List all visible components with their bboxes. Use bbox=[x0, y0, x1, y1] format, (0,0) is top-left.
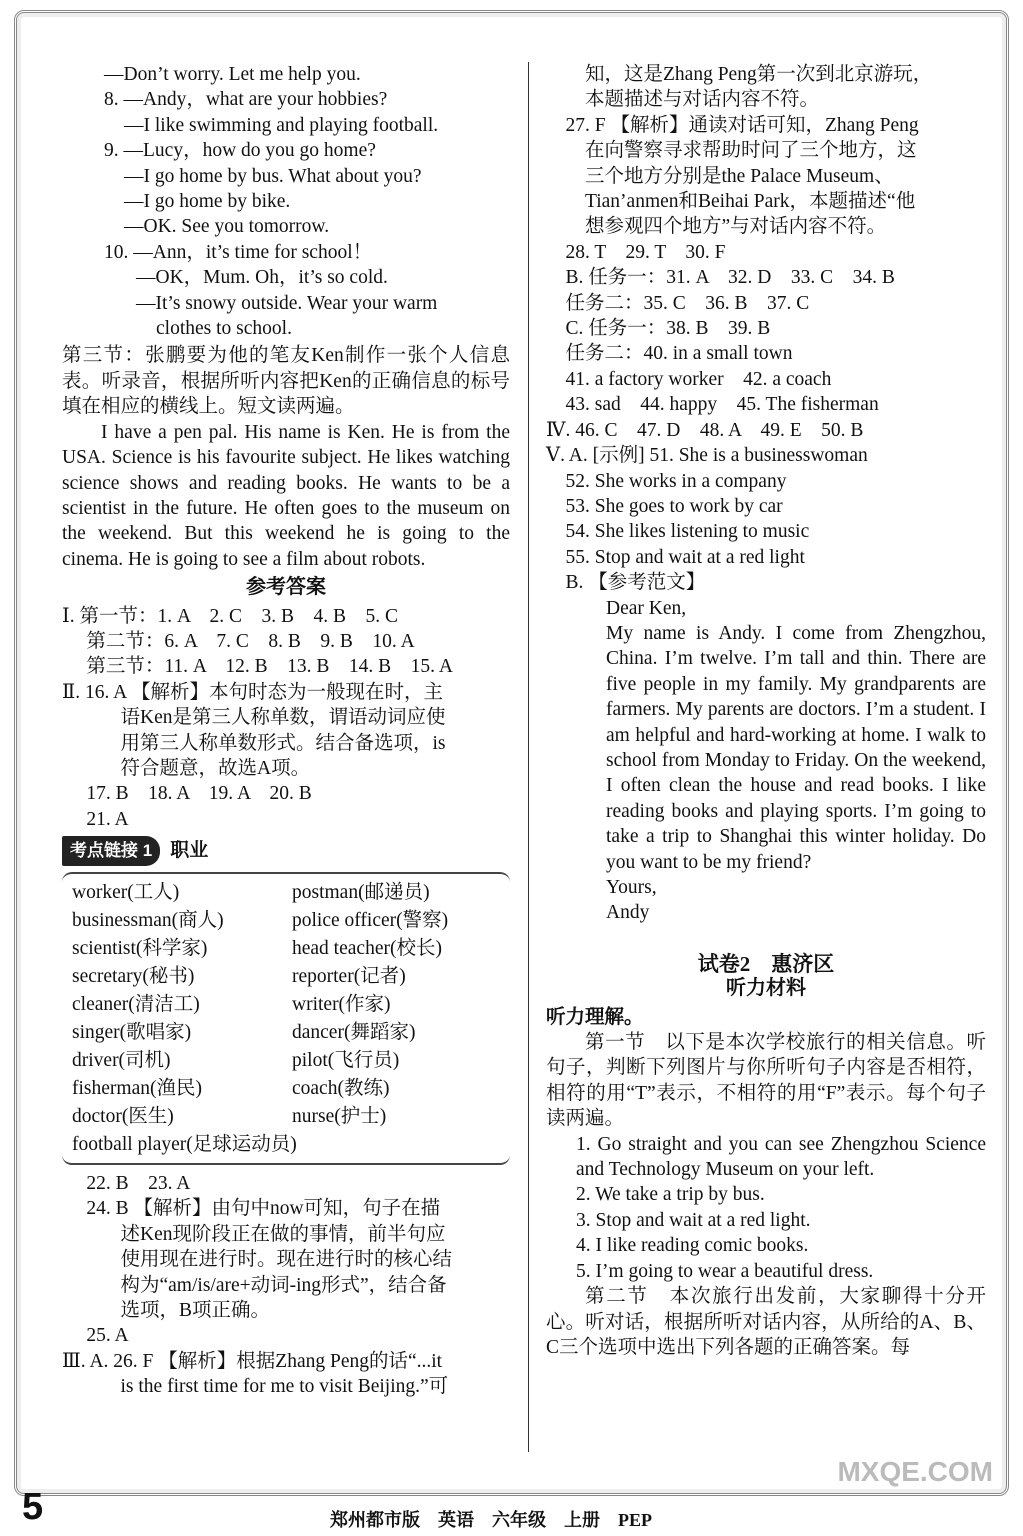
vocab-item: reporter(记者) bbox=[292, 965, 406, 987]
vocab-item: dancer(舞蹈家) bbox=[292, 1021, 416, 1043]
vocab-item: police officer(警察) bbox=[292, 909, 449, 931]
dialogue-line: 8. —Andy，what are your hobbies? bbox=[104, 89, 388, 111]
answer-line: 28. T 29. T 30. F bbox=[546, 241, 726, 263]
answer-line: Ⅱ. 16. A 【解析】本句时态为一般现在时，主 bbox=[62, 681, 444, 703]
vocab-item: driver(司机) bbox=[72, 1049, 171, 1071]
vocab-item: cleaner(清洁工) bbox=[72, 993, 200, 1015]
sample-letter bbox=[546, 596, 986, 926]
answer-line: 语Ken是第三人称单数，谓语动词应使 bbox=[62, 707, 446, 729]
vocab-item: scientist(科学家) bbox=[72, 937, 208, 959]
paper-title: 试卷2 惠济区 bbox=[697, 951, 835, 976]
vocab-item: football player(足球运动员) bbox=[72, 1133, 297, 1155]
answer-line: 选项，B项正确。 bbox=[62, 1300, 271, 1322]
answer-line: B. 【参考范文】 bbox=[546, 572, 706, 594]
dialogue-line: 9. —Lucy，how do you go home? bbox=[104, 140, 376, 162]
answer-line: B. 任务一：31. A 32. D 33. C 34. B bbox=[546, 267, 895, 289]
vocab-item: pilot(飞行员) bbox=[292, 1049, 400, 1071]
dialogue-line: 10. —Ann，it’s time for school！ bbox=[104, 241, 373, 263]
knowledge-link-title: 职业 bbox=[170, 840, 209, 862]
answer-line: 21. A bbox=[62, 808, 129, 830]
section1-instructions: 第一节 以下是本次学校旅行的相关信息。听句子，判断下列图片与你所听句子内容是否相符，相符的用“T”表示，不相符的用“F”表示。每个句子读两遍。 bbox=[546, 1032, 986, 1130]
answer-line: Ⅴ. A. [示例] 51. She is a businesswoman bbox=[546, 445, 868, 467]
right-column bbox=[546, 62, 986, 1360]
answer-line: 53. She goes to work by car bbox=[546, 495, 783, 517]
answer-line: 知，这是Zhang Peng第一次到北京游玩， bbox=[546, 64, 933, 85]
dialogue-line: —Don’t worry. Let me help you. bbox=[104, 64, 361, 85]
answer-line: 55. Stop and wait at a red light bbox=[546, 546, 805, 568]
answer-line: Ⅰ. 第一节：1. A 2. C 3. B 4. B 5. C bbox=[62, 605, 398, 627]
letter-closing: Yours, bbox=[606, 877, 657, 898]
answer-line: 43. sad 44. happy 45. The fisherman bbox=[546, 394, 879, 416]
listening-item: 1. Go straight and you can see Zhengzhou Science and Technology Museum on your left. bbox=[576, 1133, 986, 1181]
letter-greeting: Dear Ken, bbox=[606, 597, 687, 619]
answer-line: is the first time for me to visit Beijing.”可 bbox=[62, 1376, 449, 1398]
answer-line: 第三节：11. A 12. B 13. B 14. B 15. A bbox=[62, 656, 453, 678]
listening-heading: 听力理解。 bbox=[546, 1006, 644, 1028]
listening-passage: I have a pen pal. His name is Ken. He is from the USA. Science is his favourite subject. He likes watching science shows and reading books. He wants to be a scientist in the future. He often goes to the museum on the weekend. But this weekend he is going to the cinema. He is going to see a film about robots. bbox=[62, 421, 510, 570]
answer-line: 任务二：35. C 36. B 37. C bbox=[546, 292, 810, 314]
listening-item: 5. I’m going to wear a beautiful dress. bbox=[576, 1260, 874, 1282]
answers-block-2 bbox=[62, 1171, 510, 1400]
vocab-item: fisherman(渔民) bbox=[72, 1077, 202, 1099]
footer-text: 郑州都市版 英语 六年级 上册 PEP bbox=[330, 1510, 652, 1530]
answer-line: C. 任务一：38. B 39. B bbox=[546, 318, 771, 340]
section2-instructions: 第二节 本次旅行出发前，大家聊得十分开心。听对话，根据所听对话内容，从所给的A、B、C三个选项中选出下列各题的正确答案。每 bbox=[546, 1286, 986, 1358]
listening-item: 3. Stop and wait at a red light. bbox=[576, 1209, 811, 1231]
answer-line: 三个地方分别是the Palace Museum、 bbox=[546, 165, 894, 187]
answer-line: 第二节：6. A 7. C 8. B 9. B 10. A bbox=[62, 630, 415, 652]
listening-item: 2. We take a trip by bus. bbox=[576, 1184, 765, 1206]
answer-line: 27. F 【解析】通读对话可知，Zhang Peng bbox=[546, 114, 919, 136]
answer-line: 使用现在进行时。现在进行时的核心结 bbox=[62, 1249, 453, 1271]
vocab-item: postman(邮递员) bbox=[292, 881, 430, 903]
answer-line: 构为“am/is/are+动词-ing形式”，结合备 bbox=[62, 1274, 447, 1296]
answer-line: 本题描述与对话内容不符。 bbox=[546, 89, 820, 111]
dialogue-line: —OK，Mum. Oh，it’s so cold. bbox=[136, 267, 388, 289]
answers-block-3 bbox=[546, 62, 986, 596]
answer-line: 述Ken现阶段正在做的事情，前半句应 bbox=[62, 1223, 446, 1245]
answers-block bbox=[62, 604, 510, 833]
answer-line: 17. B 18. A 19. A 20. B bbox=[62, 783, 312, 805]
vocab-item: head teacher(校长) bbox=[292, 937, 442, 959]
section3-instructions: 第三节：张鹏要为他的笔友Ken制作一张个人信息表。听录音，根据所听内容把Ken的正确信息的标号填在相应的横线上。短文读两遍。 bbox=[62, 345, 510, 418]
vocab-item: doctor(医生) bbox=[72, 1105, 174, 1127]
answer-line: 在向警察寻求帮助时问了三个地方，这 bbox=[546, 140, 917, 162]
dialogue-block bbox=[62, 62, 510, 341]
listening-item: 4. I like reading comic books. bbox=[576, 1235, 809, 1257]
watermark-logo: MXQE.COM bbox=[837, 1456, 993, 1487]
answer-line: Ⅳ. 46. C 47. D 48. A 49. E 50. B bbox=[546, 419, 864, 441]
letter-body: My name is Andy. I come from Zhengzhou, China. I’m twelve. I’m tall and thin. There are five people in my family. My grandparents are farmers. My parents are doctors. I’m a student. I am helpful and hard-working at home. I walk to school from Monday to Friday. On the weekend, I often clean the house and read books. I like reading books and playing sports. I’m going to take a trip to Shanghai this winter holiday. Do you want to be my friend? bbox=[606, 622, 986, 873]
dialogue-line: —I go home by bus. What about you? bbox=[124, 165, 422, 187]
dialogue-line: —I like swimming and playing football. bbox=[124, 114, 439, 136]
vocabulary-box bbox=[62, 872, 510, 1165]
listening-items bbox=[546, 1132, 986, 1284]
dialogue-line: —I go home by bike. bbox=[124, 191, 291, 213]
dialogue-line: —OK. See you tomorrow. bbox=[124, 216, 330, 238]
answer-line: 符合题意，故选A项。 bbox=[62, 757, 311, 779]
answer-line: 想参观四个地方”与对话内容不符。 bbox=[546, 216, 887, 238]
vocab-item: worker(工人) bbox=[72, 881, 180, 903]
vocab-item: singer(歌唱家) bbox=[72, 1021, 192, 1043]
vocab-item: secretary(秘书) bbox=[72, 965, 195, 987]
vocab-item: coach(教练) bbox=[292, 1077, 390, 1099]
letter-signature: Andy bbox=[606, 902, 650, 924]
answer-line: Ⅲ. A. 26. F 【解析】根据Zhang Peng的话“...it bbox=[62, 1350, 443, 1372]
answer-line: 任务二：40. in a small town bbox=[546, 343, 793, 365]
left-column bbox=[62, 62, 510, 1400]
answer-line: Tian’anmen和Beihai Park，本题描述“他 bbox=[546, 191, 916, 213]
vocab-item: nurse(护士) bbox=[292, 1105, 387, 1127]
dialogue-line: —It’s snowy outside. Wear your warm bbox=[136, 292, 438, 314]
answer-line: 52. She works in a company bbox=[546, 470, 787, 492]
answer-line: 24. B 【解析】由句中now可知，句子在描 bbox=[62, 1198, 441, 1220]
answer-line: 22. B 23. A bbox=[62, 1173, 191, 1194]
answer-line: 41. a factory worker 42. a coach bbox=[546, 368, 832, 390]
knowledge-link bbox=[62, 836, 510, 865]
paper-subtitle: 听力材料 bbox=[726, 977, 806, 1000]
page-footer bbox=[0, 1456, 1023, 1536]
answer-line: 用第三人称单数形式。结合备选项，is bbox=[62, 732, 446, 754]
answer-line: 54. She likes listening to music bbox=[546, 521, 810, 543]
answer-line: 25. A bbox=[62, 1325, 129, 1347]
column-divider bbox=[528, 62, 529, 1452]
vocab-item: businessman(商人) bbox=[72, 909, 224, 931]
dialogue-line: clothes to school. bbox=[156, 318, 292, 340]
knowledge-link-badge: 考点链接 1 bbox=[62, 836, 160, 865]
page-number: 5 bbox=[22, 1486, 44, 1528]
answers-heading: 参考答案 bbox=[246, 576, 326, 599]
vocab-item: writer(作家) bbox=[292, 993, 391, 1015]
